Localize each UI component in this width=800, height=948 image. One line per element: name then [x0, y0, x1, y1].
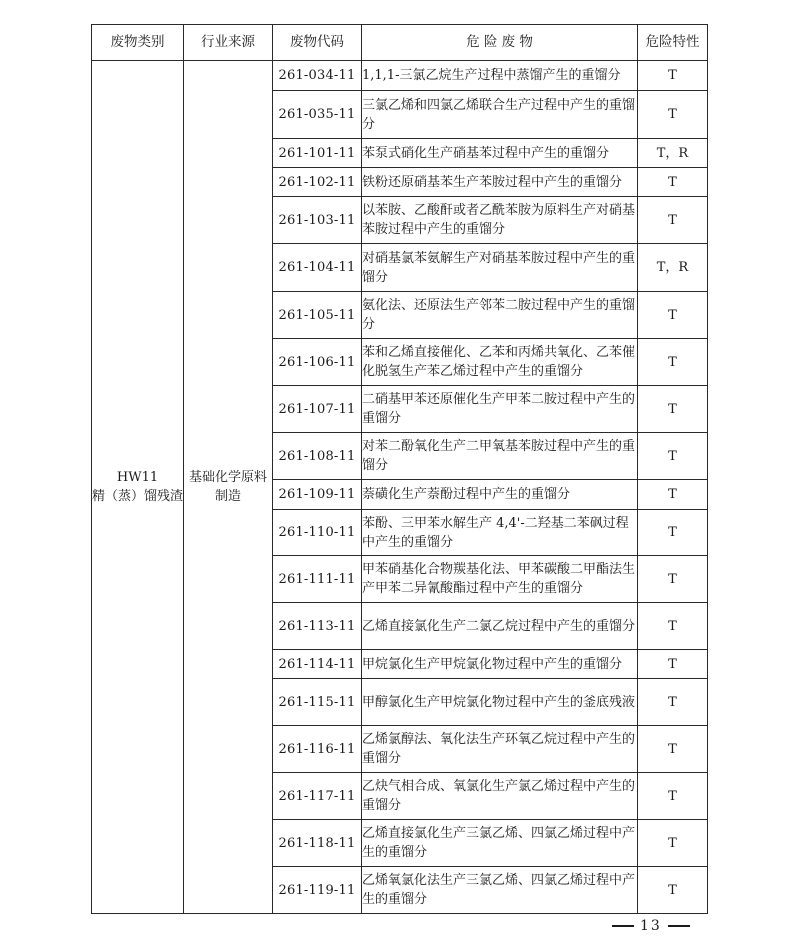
waste-description: 甲烷氯化生产甲烷氯化物过程中产生的重馏分 — [362, 650, 638, 679]
waste-code: 261-104-11 — [273, 244, 362, 292]
waste-description: 对苯二酚氧化生产二甲氧基苯胺过程中产生的重馏分 — [362, 433, 638, 480]
waste-description: 对硝基氯苯氨解生产对硝基苯胺过程中产生的重馏分 — [362, 244, 638, 292]
waste-description: 苯酚、三甲苯水解生产 4,4'-二羟基二苯砜过程中产生的重馏分 — [362, 510, 638, 556]
waste-description: 1,1,1-三氯乙烷生产过程中蒸馏产生的重馏分 — [362, 61, 638, 91]
hazard-characteristic: T，R — [638, 139, 708, 168]
header-code: 废物代码 — [273, 25, 362, 61]
waste-code: 261-116-11 — [273, 726, 362, 773]
hazard-characteristic: T — [638, 339, 708, 386]
waste-code: 261-111-11 — [273, 556, 362, 603]
header-waste: 危 险 废 物 — [362, 25, 638, 61]
industry-source-cell — [184, 61, 273, 914]
hazard-characteristic: T — [638, 773, 708, 820]
waste-code: 261-105-11 — [273, 292, 362, 339]
waste-description: 三氯乙烯和四氯乙烯联合生产过程中产生的重馏分 — [362, 91, 638, 139]
waste-code: 261-106-11 — [273, 339, 362, 386]
header-row — [92, 25, 708, 61]
waste-description: 二硝基甲苯还原催化生产甲苯二胺过程中产生的重馏分 — [362, 386, 638, 433]
waste-description: 甲醇氯化生产甲烷氯化物过程中产生的釜底残液 — [362, 679, 638, 726]
header-category: 废物类别 — [92, 25, 184, 61]
hazard-characteristic: T — [638, 650, 708, 679]
hazard-characteristic: T — [638, 480, 708, 510]
hazard-characteristic: T — [638, 726, 708, 773]
waste-description: 铁粉还原硝基苯生产苯胺过程中产生的重馏分 — [362, 168, 638, 197]
waste-description: 氨化法、还原法生产邻苯二胺过程中产生的重馏分 — [362, 292, 638, 339]
waste-description: 乙烯氧氯化法生产三氯乙烯、四氯乙烯过程中产生的重馏分 — [362, 867, 638, 914]
waste-code: 261-110-11 — [273, 510, 362, 556]
waste-description: 以苯胺、乙酸酐或者乙酰苯胺为原料生产对硝基苯胺过程中产生的重馏分 — [362, 197, 638, 244]
waste-code: 261-119-11 — [273, 867, 362, 914]
category-name: 精（蒸）馏残渣 — [92, 489, 184, 504]
hazard-characteristic: T — [638, 679, 708, 726]
hazard-characteristic: T — [638, 168, 708, 197]
hazard-characteristic: T — [638, 867, 708, 914]
waste-description: 甲苯硝基化合物羰基化法、甲苯碳酸二甲酯法生产甲苯二异氰酸酯过程中产生的重馏分 — [362, 556, 638, 603]
waste-code: 261-034-11 — [273, 61, 362, 91]
header-characteristic: 危险特性 — [638, 25, 708, 61]
hazard-characteristic: T — [638, 386, 708, 433]
category-cell — [92, 61, 184, 914]
hazard-characteristic: T — [638, 510, 708, 556]
waste-code: 261-109-11 — [273, 480, 362, 510]
hazard-characteristic: T — [638, 91, 708, 139]
waste-code: 261-114-11 — [273, 650, 362, 679]
waste-code: 261-113-11 — [273, 603, 362, 650]
table-row — [92, 61, 708, 91]
footer-dash-right — [668, 925, 690, 927]
waste-description: 乙烯直接氯化生产二氯乙烷过程中产生的重馏分 — [362, 603, 638, 650]
waste-description: 苯和乙烯直接催化、乙苯和丙烯共氧化、乙苯催化脱氢生产苯乙烯过程中产生的重馏分 — [362, 339, 638, 386]
table-body — [92, 61, 708, 914]
waste-description: 乙烯氯醇法、氧化法生产环氧乙烷过程中产生的重馏分 — [362, 726, 638, 773]
waste-code: 261-117-11 — [273, 773, 362, 820]
hazardous-waste-table — [91, 24, 708, 914]
industry-source: 基础化学原料制造 — [188, 470, 267, 504]
hazard-characteristic: T — [638, 292, 708, 339]
waste-description: 萘磺化生产萘酚过程中产生的重馏分 — [362, 480, 638, 510]
waste-code: 261-107-11 — [273, 386, 362, 433]
page-footer — [612, 918, 690, 934]
footer-dash-left — [612, 925, 634, 927]
waste-code: 261-115-11 — [273, 679, 362, 726]
waste-code: 261-102-11 — [273, 168, 362, 197]
category-code: HW11 — [116, 470, 159, 485]
hazard-characteristic: T — [638, 197, 708, 244]
waste-code: 261-118-11 — [273, 820, 362, 867]
waste-code: 261-103-11 — [273, 197, 362, 244]
page-number: 13 — [640, 918, 662, 934]
waste-description: 乙炔气相合成、氧氯化生产氯乙烯过程中产生的重馏分 — [362, 773, 638, 820]
header-industry: 行业来源 — [184, 25, 273, 61]
hazard-characteristic: T — [638, 820, 708, 867]
waste-description: 苯泵式硝化生产硝基苯过程中产生的重馏分 — [362, 139, 638, 168]
hazard-characteristic: T — [638, 433, 708, 480]
hazard-characteristic: T — [638, 61, 708, 91]
waste-code: 261-035-11 — [273, 91, 362, 139]
hazard-characteristic: T — [638, 603, 708, 650]
hazard-characteristic: T — [638, 556, 708, 603]
waste-description: 乙烯直接氯化生产三氯乙烯、四氯乙烯过程中产生的重馏分 — [362, 820, 638, 867]
waste-code: 261-108-11 — [273, 433, 362, 480]
hazard-characteristic: T，R — [638, 244, 708, 292]
waste-code: 261-101-11 — [273, 139, 362, 168]
